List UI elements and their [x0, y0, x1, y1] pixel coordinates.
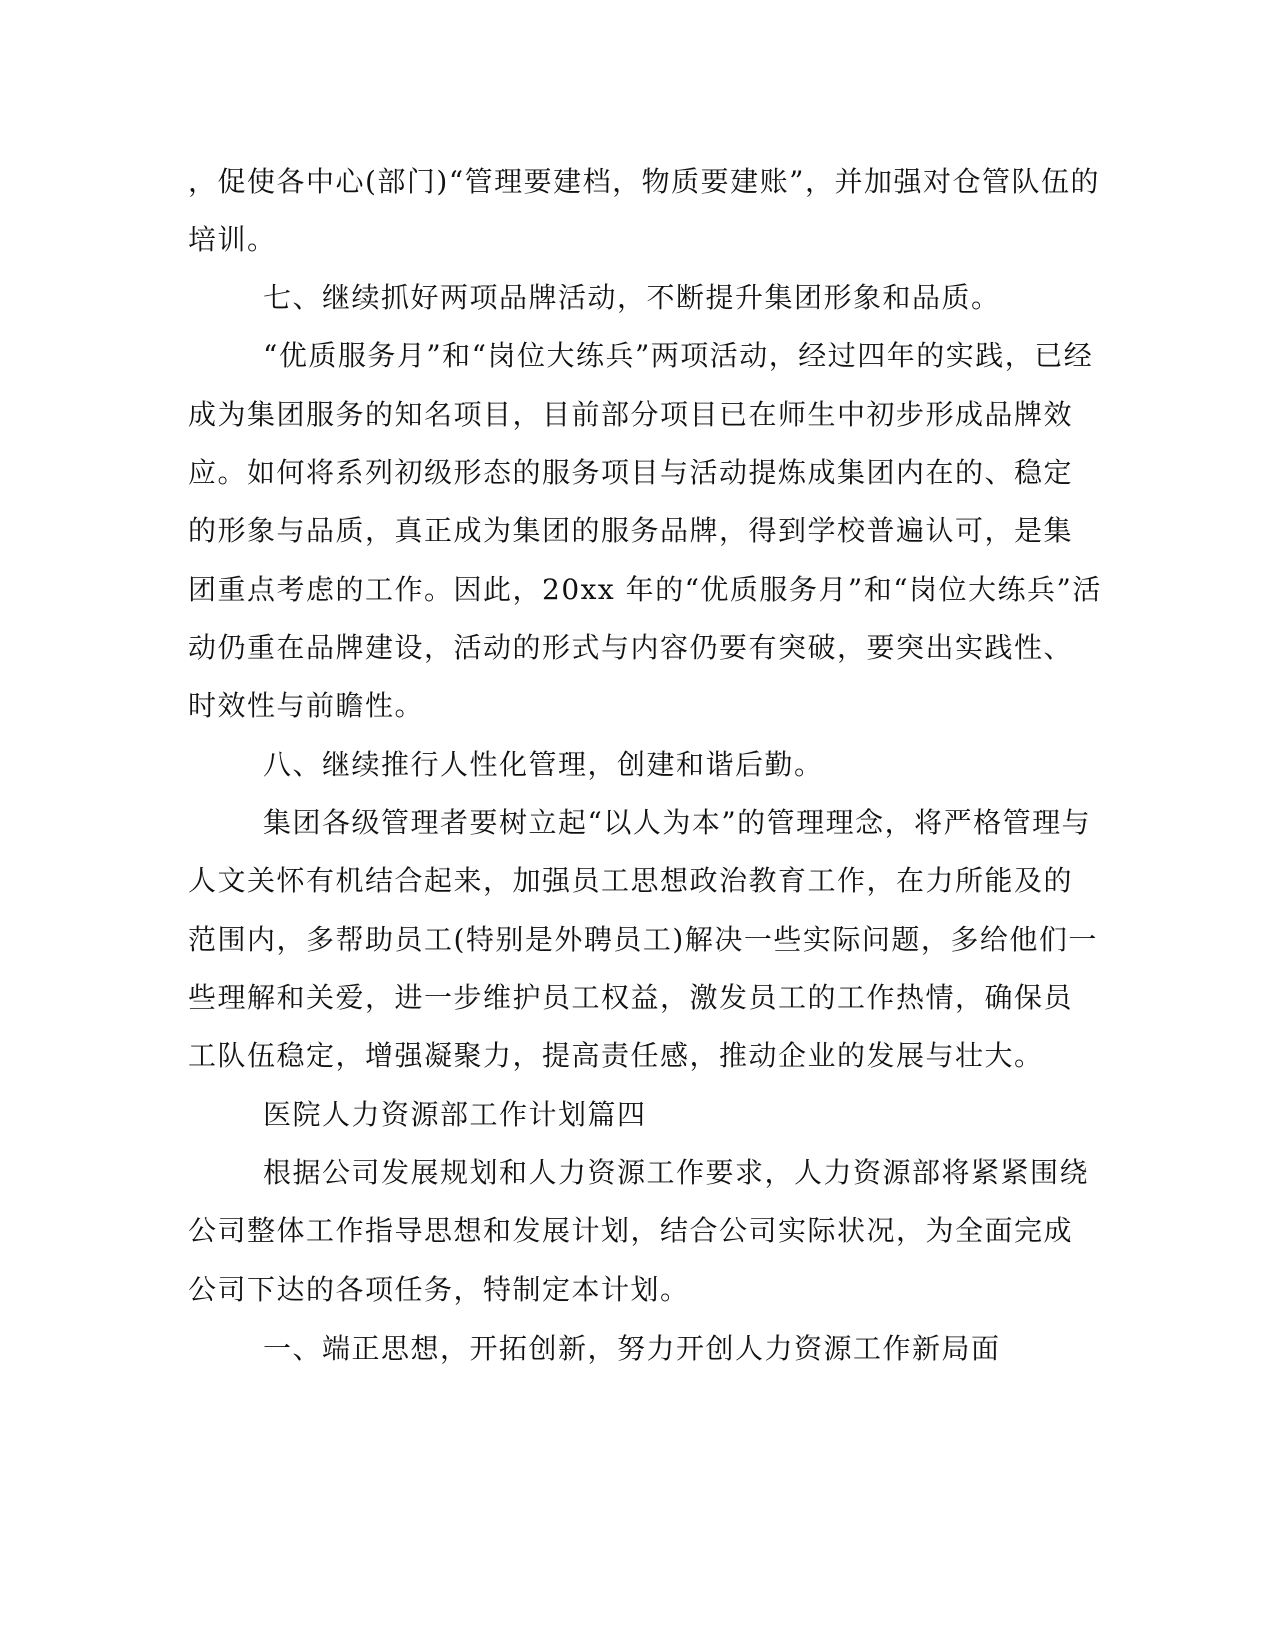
section-heading-7: 七、继续抓好两项品牌活动，不断提升集团形象和品质。: [263, 281, 1001, 314]
paragraph-line: 应。如何将系列初级形态的服务项目与活动提炼成集团内在的、稳定: [188, 456, 1074, 489]
paragraph-line: 人文关怀有机结合起来，加强员工思想政治教育工作，在力所能及的: [188, 864, 1074, 897]
paragraph-line: 工队伍稳定，增强凝聚力，提高责任感，推动企业的发展与壮大。: [188, 1039, 1044, 1072]
paragraph-line: 公司整体工作指导思想和发展计划，结合公司实际状况，为全面完成: [188, 1214, 1074, 1247]
paragraph-line: 范围内，多帮助员工(特别是外聘员工)解决一些实际问题，多给他们一: [188, 923, 1098, 956]
paragraph-line: 动仍重在品牌建设，活动的形式与内容仍要有突破，要突出实践性、: [188, 631, 1074, 664]
paragraph-line: 成为集团服务的知名项目，目前部分项目已在师生中初步形成品牌效: [188, 398, 1074, 431]
section-heading-1: 一、端正思想，开拓创新，努力开创人力资源工作新局面: [263, 1332, 1001, 1365]
paragraph-line: “优质服务月”和“岗位大练兵”两项活动，经过四年的实践，已经: [263, 339, 1094, 372]
document-section-title: 医院人力资源部工作计划篇四: [263, 1098, 647, 1131]
paragraph-line: ，促使各中心(部门)“管理要建档，物质要建账”，并加强对仓管队伍的: [188, 165, 1100, 198]
paragraph-line: 集团各级管理者要树立起“以人为本”的管理理念，将严格管理与: [263, 806, 1092, 839]
paragraph-line: 公司下达的各项任务，特制定本计划。: [188, 1273, 690, 1306]
paragraph-line: 的形象与品质，真正成为集团的服务品牌，得到学校普遍认可，是集: [188, 514, 1074, 547]
paragraph-line: 些理解和关爱，进一步维护员工权益，激发员工的工作热情，确保员: [188, 981, 1074, 1014]
paragraph-line: 时效性与前瞻性。: [188, 689, 425, 722]
paragraph-line: 培训。: [188, 223, 277, 256]
section-heading-8: 八、继续推行人性化管理，创建和谐后勤。: [263, 748, 824, 781]
paragraph-line: 团重点考虑的工作。因此，20xx 年的“优质服务月”和“岗位大练兵”活: [188, 573, 1102, 606]
paragraph-line: 根据公司发展规划和人力资源工作要求，人力资源部将紧紧围绕: [263, 1156, 1090, 1189]
